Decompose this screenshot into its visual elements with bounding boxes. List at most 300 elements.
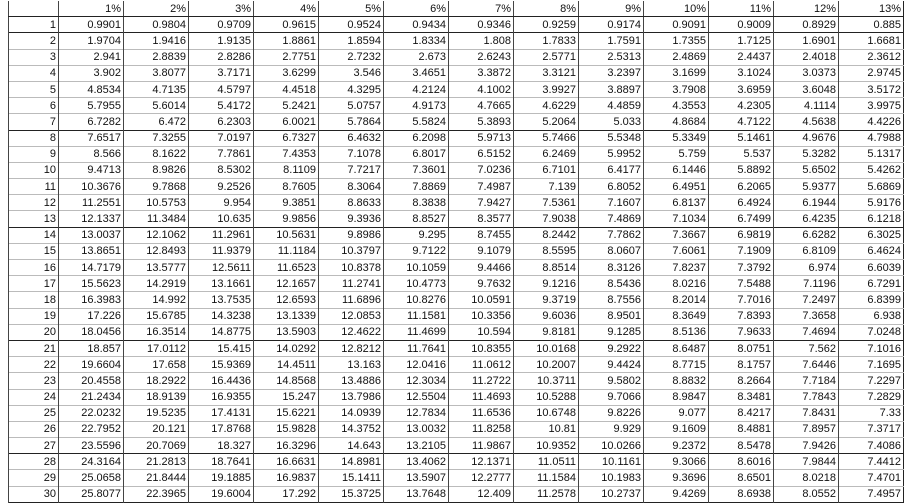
- factor-cell: 9.8226: [579, 405, 644, 421]
- factor-cell: 8.2014: [644, 292, 709, 308]
- factor-cell: 8.6938: [709, 486, 774, 502]
- factor-cell: 20.4558: [59, 373, 124, 389]
- factor-cell: 12.5504: [384, 389, 449, 405]
- period-cell: 6: [9, 98, 59, 114]
- period-cell: 24: [9, 389, 59, 405]
- factor-cell: 8.2442: [514, 227, 579, 243]
- factor-cell: 12.0853: [319, 308, 384, 324]
- table-row: [9, 308, 904, 324]
- period-cell: 21: [9, 340, 59, 356]
- factor-cell: 18.9139: [124, 389, 189, 405]
- period-cell: 12: [9, 195, 59, 211]
- factor-cell: 1.7355: [644, 33, 709, 49]
- factor-cell: 16.3983: [59, 292, 124, 308]
- factor-cell: 12.1337: [59, 211, 124, 227]
- factor-cell: 7.1016: [839, 340, 904, 356]
- factor-cell: 3.9975: [839, 98, 904, 114]
- factor-cell: 8.1109: [254, 162, 319, 178]
- factor-cell: 19.5235: [124, 405, 189, 421]
- factor-cell: 9.4466: [449, 260, 514, 276]
- factor-cell: 12.8212: [319, 340, 384, 356]
- table-row: [9, 260, 904, 276]
- factor-cell: 9.5802: [579, 373, 644, 389]
- period-cell: 18: [9, 292, 59, 308]
- factor-cell: 7.0197: [189, 130, 254, 146]
- factor-cell: 2.4869: [644, 49, 709, 65]
- factor-cell: 12.4622: [319, 324, 384, 340]
- factor-cell: 0.9346: [449, 17, 514, 33]
- factor-cell: 6.2469: [514, 146, 579, 162]
- factor-cell: 14.992: [124, 292, 189, 308]
- factor-cell: 15.9369: [189, 357, 254, 373]
- table-row: [9, 421, 904, 437]
- factor-cell: 17.226: [59, 308, 124, 324]
- table-row: [9, 470, 904, 486]
- rate-header-cell: 3%: [189, 1, 254, 17]
- factor-cell: 5.3349: [644, 130, 709, 146]
- table-row: [9, 162, 904, 178]
- factor-cell: 11.1581: [384, 308, 449, 324]
- factor-cell: 7.139: [514, 179, 579, 195]
- factor-cell: 2.8286: [189, 49, 254, 65]
- factor-cell: 8.1622: [124, 146, 189, 162]
- factor-cell: 19.1885: [189, 470, 254, 486]
- factor-cell: 7.1909: [709, 243, 774, 259]
- factor-cell: 10.0266: [579, 438, 644, 454]
- factor-cell: 7.2297: [839, 373, 904, 389]
- factor-cell: 11.2551: [59, 195, 124, 211]
- factor-cell: 7.1034: [644, 211, 709, 227]
- table-row: [9, 373, 904, 389]
- factor-cell: 14.0292: [254, 340, 319, 356]
- factor-cell: 7.2829: [839, 389, 904, 405]
- factor-cell: 9.1609: [644, 421, 709, 437]
- factor-cell: 9.9856: [254, 211, 319, 227]
- factor-cell: 11.4699: [384, 324, 449, 340]
- factor-cell: 11.6523: [254, 260, 319, 276]
- factor-cell: 5.5348: [579, 130, 644, 146]
- factor-cell: 15.415: [189, 340, 254, 356]
- table-row: [9, 292, 904, 308]
- factor-cell: 9.8181: [514, 324, 579, 340]
- factor-cell: 8.4881: [709, 421, 774, 437]
- factor-cell: 1.6681: [839, 33, 904, 49]
- factor-cell: 4.7988: [839, 130, 904, 146]
- factor-cell: 7.5361: [514, 195, 579, 211]
- factor-cell: 6.8137: [644, 195, 709, 211]
- factor-cell: 4.7122: [709, 114, 774, 130]
- factor-cell: 9.2922: [579, 340, 644, 356]
- factor-cell: 1.9416: [124, 33, 189, 49]
- factor-cell: 14.8981: [319, 454, 384, 470]
- factor-cell: 2.3612: [839, 49, 904, 65]
- factor-cell: 7.9426: [774, 438, 839, 454]
- period-cell: 3: [9, 49, 59, 65]
- factor-cell: 4.2124: [384, 81, 449, 97]
- factor-cell: 13.0037: [59, 227, 124, 243]
- factor-cell: 5.8892: [709, 162, 774, 178]
- factor-cell: 8.8832: [644, 373, 709, 389]
- factor-cell: 8.0218: [774, 470, 839, 486]
- factor-cell: 8.7455: [449, 227, 514, 243]
- factor-cell: 11.2741: [319, 276, 384, 292]
- rate-header-cell: 10%: [644, 1, 709, 17]
- factor-cell: 11.2578: [514, 486, 579, 502]
- factor-cell: 10.594: [449, 324, 514, 340]
- factor-cell: 7.3667: [644, 227, 709, 243]
- rate-header-cell: 12%: [774, 1, 839, 17]
- factor-cell: 9.1285: [579, 324, 644, 340]
- factor-cell: 25.8077: [59, 486, 124, 502]
- factor-cell: 22.0232: [59, 405, 124, 421]
- factor-cell: 3.7171: [189, 65, 254, 81]
- factor-cell: 13.4886: [319, 373, 384, 389]
- table-row: [9, 405, 904, 421]
- factor-cell: 1.7833: [514, 33, 579, 49]
- factor-cell: 4.4226: [839, 114, 904, 130]
- factor-cell: 7.6061: [644, 243, 709, 259]
- factor-cell: 17.4131: [189, 405, 254, 421]
- factor-cell: 11.8258: [449, 421, 514, 437]
- factor-cell: 6.0021: [254, 114, 319, 130]
- factor-cell: 10.2007: [514, 357, 579, 373]
- factor-cell: 6.7291: [839, 276, 904, 292]
- period-cell: 1: [9, 17, 59, 33]
- table-row: [9, 130, 904, 146]
- factor-cell: 13.7986: [319, 389, 384, 405]
- factor-cell: 5.9713: [449, 130, 514, 146]
- factor-cell: 15.9828: [254, 421, 319, 437]
- factor-cell: 5.6869: [839, 179, 904, 195]
- factor-cell: 7.4987: [449, 179, 514, 195]
- factor-cell: 13.2105: [384, 438, 449, 454]
- factor-cell: 4.7135: [124, 81, 189, 97]
- rate-header-cell: 1%: [59, 1, 124, 17]
- factor-cell: 10.3676: [59, 179, 124, 195]
- period-cell: 16: [9, 260, 59, 276]
- period-cell: 4: [9, 65, 59, 81]
- factor-cell: 13.8651: [59, 243, 124, 259]
- factor-cell: 6.8052: [579, 179, 644, 195]
- rate-header-cell: 2%: [124, 1, 189, 17]
- factor-cell: 11.2961: [189, 227, 254, 243]
- factor-cell: 11.6536: [449, 405, 514, 421]
- factor-cell: 10.0168: [514, 340, 579, 356]
- factor-cell: 8.3064: [319, 179, 384, 195]
- factor-cell: 12.8493: [124, 243, 189, 259]
- factor-cell: 15.1411: [319, 470, 384, 486]
- factor-cell: 6.8017: [384, 146, 449, 162]
- factor-cell: 8.3577: [449, 211, 514, 227]
- factor-cell: 6.6039: [839, 260, 904, 276]
- table-row: [9, 486, 904, 502]
- factor-cell: 9.4713: [59, 162, 124, 178]
- factor-cell: 7.8393: [709, 308, 774, 324]
- factor-cell: 9.077: [644, 405, 709, 421]
- factor-cell: 10.1161: [579, 454, 644, 470]
- factor-cell: 14.0939: [319, 405, 384, 421]
- factor-cell: 11.2722: [449, 373, 514, 389]
- factor-cell: 7.4869: [579, 211, 644, 227]
- factor-cell: 6.2065: [709, 179, 774, 195]
- factor-cell: 10.81: [514, 421, 579, 437]
- factor-cell: 9.295: [384, 227, 449, 243]
- factor-cell: 14.4511: [254, 357, 319, 373]
- factor-cell: 9.7632: [449, 276, 514, 292]
- factor-cell: 8.7715: [644, 357, 709, 373]
- period-cell: 20: [9, 324, 59, 340]
- factor-cell: 10.3797: [319, 243, 384, 259]
- factor-cell: 19.6604: [59, 357, 124, 373]
- factor-cell: 17.658: [124, 357, 189, 373]
- factor-cell: 11.1184: [254, 243, 319, 259]
- factor-cell: 7.7184: [774, 373, 839, 389]
- factor-cell: 10.5631: [254, 227, 319, 243]
- factor-cell: 7.1607: [579, 195, 644, 211]
- factor-cell: 2.8839: [124, 49, 189, 65]
- factor-cell: 4.2305: [709, 98, 774, 114]
- factor-cell: 11.6896: [319, 292, 384, 308]
- factor-cell: 6.7327: [254, 130, 319, 146]
- factor-cell: 14.3752: [319, 421, 384, 437]
- factor-cell: 12.1371: [449, 454, 514, 470]
- factor-cell: 13.4062: [384, 454, 449, 470]
- factor-cell: 9.929: [579, 421, 644, 437]
- factor-cell: 7.8869: [384, 179, 449, 195]
- factor-cell: 5.5824: [384, 114, 449, 130]
- factor-cell: 16.3514: [124, 324, 189, 340]
- table-row: [9, 114, 904, 130]
- factor-cell: 10.3711: [514, 373, 579, 389]
- factor-cell: 8.3649: [644, 308, 709, 324]
- factor-cell: 13.0032: [384, 421, 449, 437]
- factor-cell: 10.635: [189, 211, 254, 227]
- factor-cell: 17.292: [254, 486, 319, 502]
- factor-cell: 8.5136: [644, 324, 709, 340]
- factor-cell: 8.9847: [644, 389, 709, 405]
- factor-cell: 3.7908: [644, 81, 709, 97]
- factor-cell: 11.7641: [384, 340, 449, 356]
- table-row: [9, 49, 904, 65]
- period-cell: 2: [9, 33, 59, 49]
- factor-cell: 4.7665: [449, 98, 514, 114]
- factor-cell: 18.0456: [59, 324, 124, 340]
- factor-cell: 0.9259: [514, 17, 579, 33]
- period-cell: 30: [9, 486, 59, 502]
- table-row: [9, 389, 904, 405]
- factor-cell: 5.1461: [709, 130, 774, 146]
- factor-cell: 8.7556: [579, 292, 644, 308]
- factor-cell: 21.2434: [59, 389, 124, 405]
- factor-cell: 8.5595: [514, 243, 579, 259]
- factor-cell: 2.7751: [254, 49, 319, 65]
- factor-cell: 5.537: [709, 146, 774, 162]
- factor-cell: 9.954: [189, 195, 254, 211]
- factor-cell: 5.9176: [839, 195, 904, 211]
- factor-cell: 4.3295: [319, 81, 384, 97]
- factor-cell: 6.1218: [839, 211, 904, 227]
- factor-cell: 13.7535: [189, 292, 254, 308]
- factor-cell: 10.2737: [579, 486, 644, 502]
- factor-cell: 8.2664: [709, 373, 774, 389]
- factor-cell: 7.6446: [774, 357, 839, 373]
- factor-cell: 7.1078: [319, 146, 384, 162]
- factor-cell: 7.7862: [579, 227, 644, 243]
- factor-cell: 18.327: [189, 438, 254, 454]
- factor-cell: 10.8378: [319, 260, 384, 276]
- factor-cell: 7.1196: [774, 276, 839, 292]
- factor-cell: 0.9709: [189, 17, 254, 33]
- rate-header-cell: 9%: [579, 1, 644, 17]
- period-cell: 14: [9, 227, 59, 243]
- factor-cell: 4.1002: [449, 81, 514, 97]
- factor-cell: 8.0607: [579, 243, 644, 259]
- factor-cell: 5.1317: [839, 146, 904, 162]
- factor-cell: 7.0236: [449, 162, 514, 178]
- factor-cell: 3.9927: [514, 81, 579, 97]
- factor-cell: 6.938: [839, 308, 904, 324]
- factor-cell: 2.5771: [514, 49, 579, 65]
- factor-cell: 12.6593: [254, 292, 319, 308]
- factor-cell: 12.3034: [384, 373, 449, 389]
- factor-cell: 1.8334: [384, 33, 449, 49]
- factor-cell: 7.1695: [839, 357, 904, 373]
- factor-cell: 13.5907: [384, 470, 449, 486]
- factor-cell: 6.7101: [514, 162, 579, 178]
- factor-cell: 3.3872: [449, 65, 514, 81]
- factor-cell: 7.7843: [774, 389, 839, 405]
- factor-cell: 4.6229: [514, 98, 579, 114]
- factor-cell: 5.3893: [449, 114, 514, 130]
- factor-cell: 3.4651: [384, 65, 449, 81]
- factor-cell: 5.6502: [774, 162, 839, 178]
- factor-cell: 7.3255: [124, 130, 189, 146]
- factor-cell: 0.9009: [709, 17, 774, 33]
- factor-cell: 4.4859: [579, 98, 644, 114]
- factor-cell: 18.7641: [189, 454, 254, 470]
- factor-cell: 1.808: [449, 33, 514, 49]
- factor-cell: 22.7952: [59, 421, 124, 437]
- factor-cell: 9.3851: [254, 195, 319, 211]
- period-cell: 19: [9, 308, 59, 324]
- factor-cell: 5.2421: [254, 98, 319, 114]
- table-row: [9, 340, 904, 356]
- factor-cell: 22.3965: [124, 486, 189, 502]
- factor-cell: 14.8568: [254, 373, 319, 389]
- factor-cell: 5.9952: [579, 146, 644, 162]
- factor-cell: 9.7122: [384, 243, 449, 259]
- factor-cell: 14.2919: [124, 276, 189, 292]
- factor-cell: 4.1114: [774, 98, 839, 114]
- factor-cell: 8.8514: [514, 260, 579, 276]
- period-cell: 25: [9, 405, 59, 421]
- factor-cell: 19.6004: [189, 486, 254, 502]
- factor-cell: 13.7648: [384, 486, 449, 502]
- factor-cell: 13.163: [319, 357, 384, 373]
- factor-cell: 2.5313: [579, 49, 644, 65]
- factor-cell: 0.9091: [644, 17, 709, 33]
- factor-cell: 21.8444: [124, 470, 189, 486]
- factor-cell: 16.9837: [254, 470, 319, 486]
- factor-cell: 3.6299: [254, 65, 319, 81]
- factor-cell: 6.2098: [384, 130, 449, 146]
- factor-cell: 7.4412: [839, 454, 904, 470]
- factor-cell: 15.3725: [319, 486, 384, 502]
- factor-cell: 3.6959: [709, 81, 774, 97]
- factor-cell: 15.6785: [124, 308, 189, 324]
- factor-cell: 11.1584: [514, 470, 579, 486]
- period-cell: 8: [9, 130, 59, 146]
- table-row: [9, 146, 904, 162]
- rate-header-cell: 4%: [254, 1, 319, 17]
- factor-cell: 13.5903: [254, 324, 319, 340]
- factor-cell: 12.409: [449, 486, 514, 502]
- factor-cell: 0.9434: [384, 17, 449, 33]
- factor-cell: 9.7066: [579, 389, 644, 405]
- factor-cell: 5.9377: [774, 179, 839, 195]
- period-cell: 29: [9, 470, 59, 486]
- factor-cell: 3.5172: [839, 81, 904, 97]
- factor-cell: 12.1657: [254, 276, 319, 292]
- factor-cell: 3.6048: [774, 81, 839, 97]
- factor-cell: 3.1699: [644, 65, 709, 81]
- factor-cell: 15.6221: [254, 405, 319, 421]
- factor-cell: 7.7861: [189, 146, 254, 162]
- factor-cell: 4.3553: [644, 98, 709, 114]
- factor-cell: 12.5611: [189, 260, 254, 276]
- factor-cell: 5.7466: [514, 130, 579, 146]
- period-cell: 7: [9, 114, 59, 130]
- factor-cell: 0.9804: [124, 17, 189, 33]
- factor-cell: 4.9676: [774, 130, 839, 146]
- factor-cell: 2.673: [384, 49, 449, 65]
- factor-cell: 7.4701: [839, 470, 904, 486]
- period-cell: 11: [9, 179, 59, 195]
- period-cell: 5: [9, 81, 59, 97]
- factor-cell: 9.6036: [514, 308, 579, 324]
- factor-cell: 6.8399: [839, 292, 904, 308]
- factor-cell: 11.9379: [189, 243, 254, 259]
- factor-cell: 6.1446: [644, 162, 709, 178]
- factor-cell: 10.6748: [514, 405, 579, 421]
- factor-cell: 1.7591: [579, 33, 644, 49]
- rate-header-cell: 7%: [449, 1, 514, 17]
- factor-cell: 9.4424: [579, 357, 644, 373]
- factor-cell: 6.1944: [774, 195, 839, 211]
- factor-cell: 7.6517: [59, 130, 124, 146]
- factor-cell: 7.33: [839, 405, 904, 421]
- table-row: [9, 227, 904, 243]
- factor-cell: 10.4773: [384, 276, 449, 292]
- factor-cell: 16.3296: [254, 438, 319, 454]
- factor-cell: 7.7016: [709, 292, 774, 308]
- table-row: [9, 81, 904, 97]
- factor-cell: 10.5753: [124, 195, 189, 211]
- factor-cell: 8.8633: [319, 195, 384, 211]
- factor-cell: 6.4924: [709, 195, 774, 211]
- factor-cell: 6.7499: [709, 211, 774, 227]
- factor-cell: 7.3792: [709, 260, 774, 276]
- factor-cell: 1.7125: [709, 33, 774, 49]
- factor-cell: 6.974: [774, 260, 839, 276]
- factor-cell: 7.9844: [774, 454, 839, 470]
- factor-cell: 7.4353: [254, 146, 319, 162]
- factor-cell: 11.0612: [449, 357, 514, 373]
- factor-cell: 7.9038: [514, 211, 579, 227]
- factor-cell: 8.0751: [709, 340, 774, 356]
- factor-cell: 4.5638: [774, 114, 839, 130]
- factor-cell: 9.2372: [644, 438, 709, 454]
